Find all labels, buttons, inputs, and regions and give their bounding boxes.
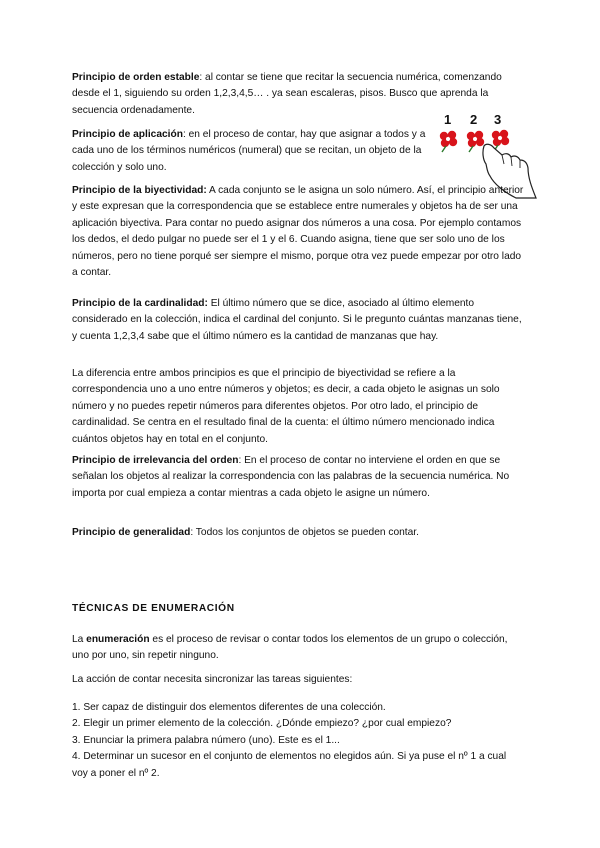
flower-icon <box>467 131 484 152</box>
intro-text: es el proceso de revisar o contar todos los elementos de un grupo o colección, uno por uno, sin repetir ninguno. <box>72 634 508 662</box>
principle-text: : Todos los conjuntos de objetos se pueden contar. <box>190 527 419 538</box>
principle-text: : En el proceso de contar no interviene el orden en que se señalan los objetos al realizar la correspondencia con las palabras de la secuencia numérica. No importa por cual empieza a contar mientras a cada objeto le asigne un número. <box>72 455 510 499</box>
accion-paragraph: La acción de contar necesita sincronizar las tareas siguientes: <box>72 674 353 685</box>
enumeracion-intro <box>72 632 524 665</box>
section-heading: TÉCNICAS DE ENUMERACIÓN <box>72 603 235 614</box>
list-item: 1. Ser capaz de distinguir dos elementos diferentes de una colección. <box>72 702 386 713</box>
principio-aplicacion <box>72 127 432 176</box>
principio-irrelevancia <box>72 453 524 502</box>
principio-cardinalidad <box>72 296 524 345</box>
list-item: 4. Determinar un sucesor en el conjunto de elementos no elegidos aún. Si ya puse el nº 1 a cual voy a poner el nº 2. <box>72 751 507 779</box>
principle-text: : al contar se tiene que recitar la secuencia numérica, comenzando desde el 1, siguiendo su orden 1,2,3,4,5… . ya sean escaleras, pisos. Busco que aprenda la secuencia ordenadamente. <box>72 72 502 116</box>
intro-keyword: enumeración <box>86 634 150 645</box>
principle-title: Principio de orden estable <box>72 72 200 83</box>
flower-icon <box>440 131 457 152</box>
task-list <box>72 700 524 782</box>
intro-prefix: La <box>72 634 87 645</box>
principle-title: Principio de irrelevancia del orden <box>72 455 239 466</box>
diferencia-paragraph: La diferencia entre ambos principios es que el principio de biyectividad se refiere a la correspondencia uno a uno entre números y objetos; es decir, a cada objeto le asignas un solo número y no puedes repetir números para diferentes objetos. Por otro lado, el principio de cardinalidad. Se centra en el resultado final de la cuenta: el último número mencionado indica cuántos objetos hay en total en el conjunto. <box>72 368 500 445</box>
principle-title: Principio de la biyectividad: <box>72 185 207 196</box>
principle-text: A cada conjunto se le asigna un solo número. Así, el principio anterior y este expresan que la correspondencia que se establece entre numerales y objetos ha de ser una aplicación biyectiva. Para contar no puedo asignar dos números a una cosa. Por ejemplo contamos los dedos, el dedo pulgar no puede ser el 1 y el 6. Cuando asigna, tiene que ser solo uno de los números, pero no tiene porqué ser siempre el mismo, porque otra vez puede empezar por otro lado a contar. <box>72 185 524 279</box>
number-label: 3 <box>494 112 502 127</box>
list-item: 2. Elegir un primer elemento de la colección. ¿Dónde empiezo? ¿por cual empiezo? <box>72 718 452 730</box>
number-label: 1 <box>444 112 452 127</box>
principio-generalidad <box>72 525 524 541</box>
principle-title: Principio de generalidad <box>72 527 191 538</box>
principio-biyectividad <box>72 183 524 281</box>
principle-title: Principio de la cardinalidad: <box>72 298 208 309</box>
principle-text: : en el proceso de contar, hay que asignar a todos y a cada uno de los términos numéricos (numeral) que se recitan, un objeto de la colección y solo uno. <box>72 129 426 173</box>
principle-title: Principio de aplicación <box>72 129 183 140</box>
number-label: 2 <box>470 112 478 127</box>
principle-text: El último número que se dice, asociado al último elemento considerado en la colección, indica el cardinal del conjunto. Si le pregunto cuántas manzanas tiene, y cuenta 1,2,3,4 sabe que el último número es la cantidad de manzanas que hay. <box>72 298 522 342</box>
list-item: 3. Enunciar la primera palabra número (uno). Este es el 1... <box>72 734 340 746</box>
